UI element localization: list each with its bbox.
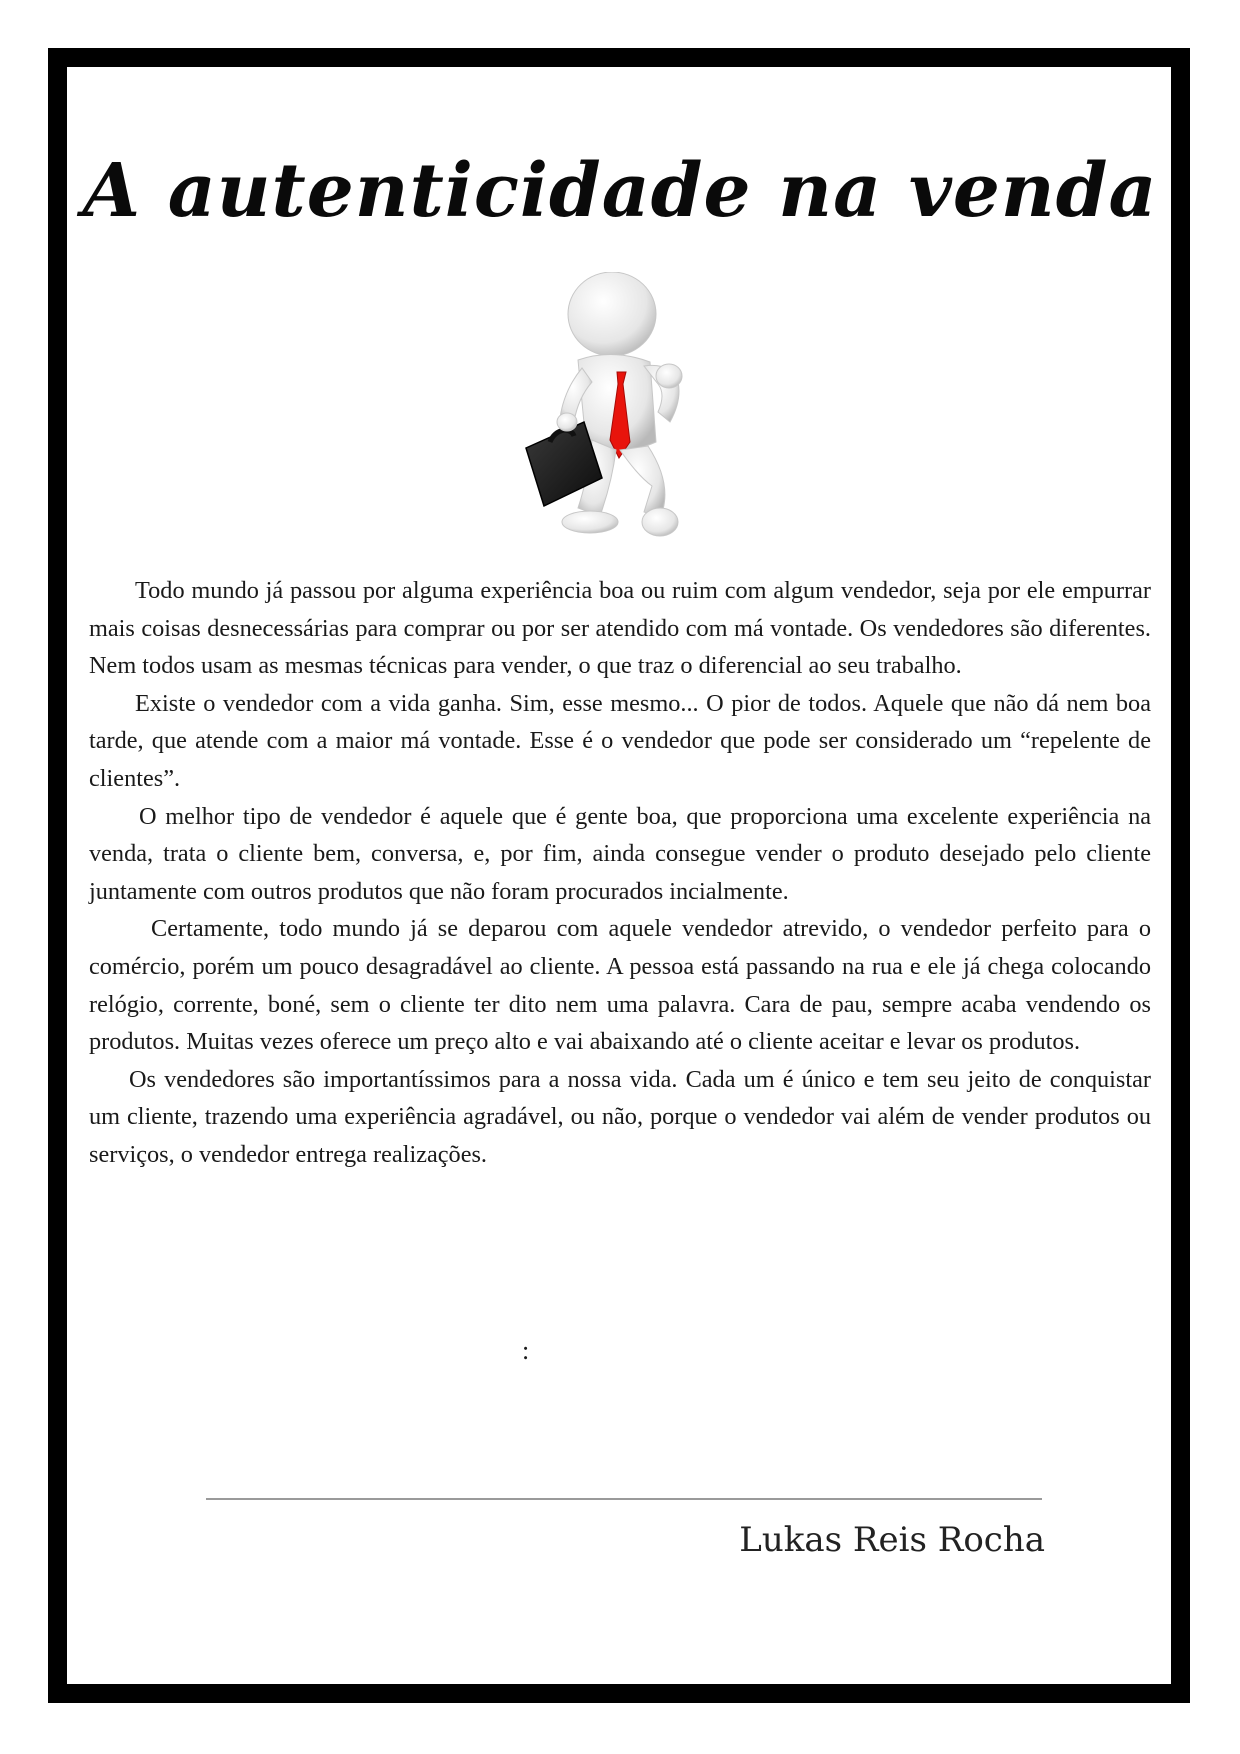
document-title: A autenticidade na venda [82, 148, 1158, 234]
article-body [89, 572, 1151, 1174]
paragraph-5: Os vendedores são importantíssimos para a nossa vida. Cada um é único e tem seu jeito de conquistar um cliente, trazendo uma experiência agradável, ou não, porque o vendedor vai além de vender produtos ou serviços, o vendedor entrega realizações. [89, 1065, 1151, 1168]
paragraph-4: Certamente, todo mundo já se deparou com aquele vendedor atrevido, o vendedor perfeito para o comércio, porém um pouco desagradável ao cliente. A pessoa está passando na rua e ele já chega colocando relógio, corrente, boné, sem o cliente ter dito nem uma palavra. Cara de pau, sempre acaba vendendo os produtos. Muitas vezes oferece um preço alto e vai abaixando até o cliente aceitar e levar os produtos. [89, 915, 1151, 1056]
author-name: Lukas Reis Rocha [739, 1520, 1045, 1560]
paragraph-2: Existe o vendedor com a vida ganha. Sim, esse mesmo... O pior de todos. Aquele que não dá nem boa tarde, que atende com a maior má vontade. Esse é o vendedor que pode ser considerado um “repelente de clientes”. [89, 689, 1151, 792]
paragraph-1: Todo mundo já passou por alguma experiência boa ou ruim com algum vendedor, seja por ele empurrar mais coisas desnecessárias para comprar ou por ser atendido com má vontade. Os vendedores são diferentes. Nem todos usam as mesmas técnicas para vender, o que traz o diferencial ao seu trabalho. [89, 577, 1151, 680]
businessman-with-briefcase-icon [520, 272, 720, 554]
stray-colon: : [522, 1336, 530, 1365]
paragraph-3: O melhor tipo de vendedor é aquele que é gente boa, que proporciona uma excelente experiência na venda, trata o cliente bem, conversa, e, por fim, ainda consegue vender o produto desejado pelo cliente juntamente com outros produtos que não foram procurados incialmente. [89, 802, 1151, 905]
signature-line [206, 1498, 1042, 1500]
